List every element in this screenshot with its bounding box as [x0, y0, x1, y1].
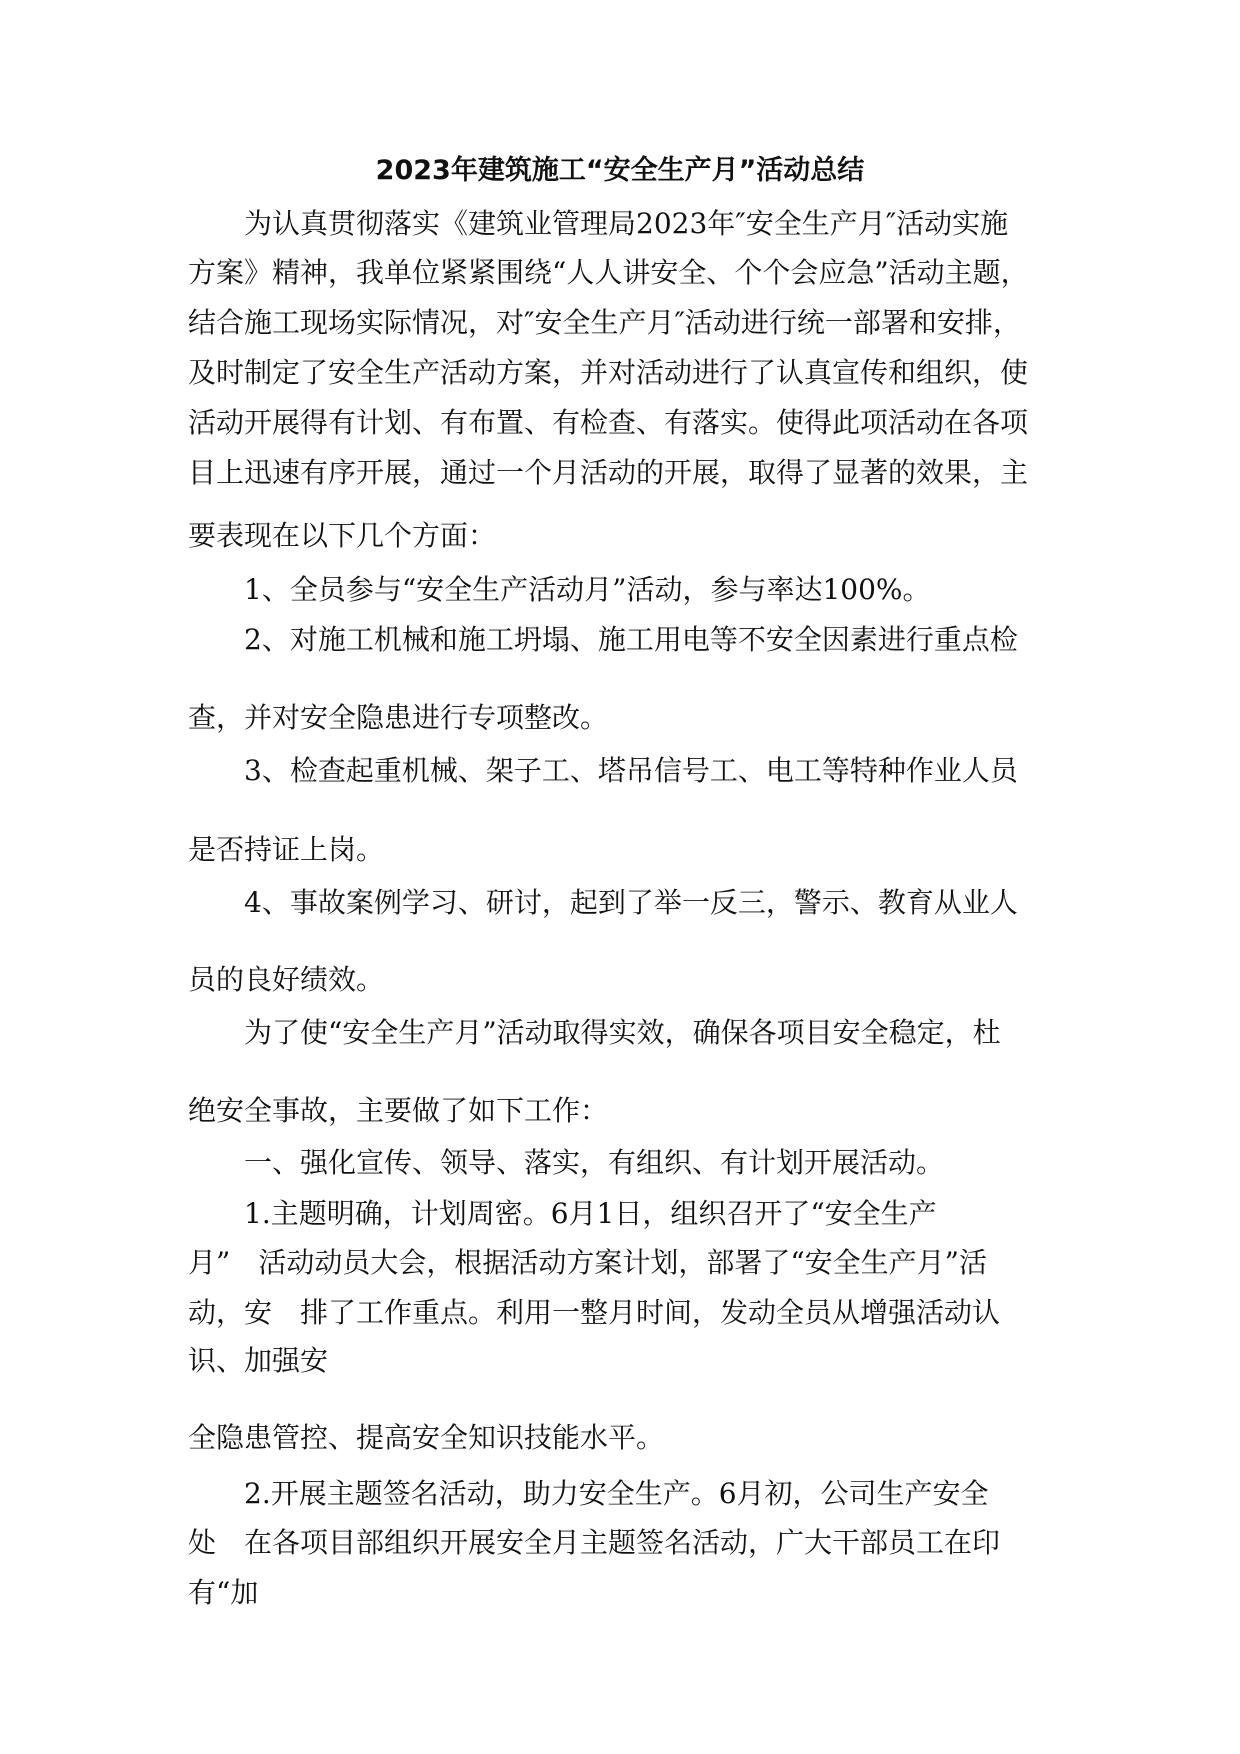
paragraph-line-2: 方案》精神，我单位紧紧围绕“人人讲安全、个个会应急”活动主题， [188, 256, 1029, 289]
list-item-2: 2、对施工机械和施工坍塌、施工用电等不安全因素进行重点检 [244, 623, 1018, 656]
list-item-4: 4、事故案例学习、研讨，起到了举一反三，警示、教育从业人 [244, 886, 1018, 919]
item-1-line-1: 1.主题明确，计划周密。6月1日，组织召开了“安全生产 [244, 1197, 937, 1230]
section-heading-1: 一、强化宣传、领导、落实，有组织、有计划开展活动。 [244, 1146, 945, 1179]
list-item-1: 1、全员参与“安全生产活动月”活动，参与率达100%。 [244, 573, 931, 606]
document-title: 2023年建筑施工“安全生产月”活动总结 [375, 155, 865, 186]
paragraph-line-3: 结合施工现场实际情况，对″安全生产月″活动进行统一部署和安排， [188, 306, 1021, 339]
item-1-line-5: 全隐患管控、提高安全知识技能水平。 [188, 1421, 665, 1454]
paragraph-line-7: 要表现在以下几个方面： [188, 519, 497, 552]
paragraph-line-6: 目上迅速有序开展，通过一个月活动的开展，取得了显著的效果，主 [188, 456, 1029, 489]
item-1-line-3: 动，安 排了工作重点。利用一整月时间，发动全员从增强活动认 [188, 1296, 1001, 1329]
paragraph-intro-work-cont: 绝安全事故，主要做了如下工作： [188, 1094, 609, 1127]
list-item-2-cont: 查，并对安全隐患进行专项整改。 [188, 701, 609, 734]
item-1-line-4: 识、加强安 [188, 1344, 329, 1377]
paragraph-intro-work: 为了使“安全生产月”活动取得实效，确保各项目安全稳定，杜 [244, 1016, 1001, 1049]
list-item-4-cont: 员的良好绩效。 [188, 963, 385, 996]
item-1-line-2: 月” 活动动员大会，根据活动方案计划，部署了“安全生产月”活 [188, 1246, 987, 1279]
item-2-line-1: 2.开展主题签名活动，助力安全生产。6月初，公司生产安全 [244, 1477, 989, 1510]
paragraph-line-4: 及时制定了安全生产活动方案，并对活动进行了认真宣传和组织，使 [188, 356, 1029, 389]
item-2-line-2: 处 在各项目部组织开展安全月主题签名活动，广大干部员工在印 [188, 1526, 1001, 1559]
paragraph-line-1: 为认真贯彻落实《建筑业管理局2023年″安全生产月″活动实施 [244, 207, 1009, 240]
list-item-3: 3、检查起重机械、架子工、塔吊信号工、电工等特种作业人员 [244, 754, 1018, 787]
item-2-line-3: 有“加 [188, 1576, 259, 1609]
paragraph-line-5: 活动开展得有计划、有布置、有检查、有落实。使得此项活动在各项 [188, 406, 1029, 439]
list-item-3-cont: 是否持证上岗。 [188, 833, 385, 866]
